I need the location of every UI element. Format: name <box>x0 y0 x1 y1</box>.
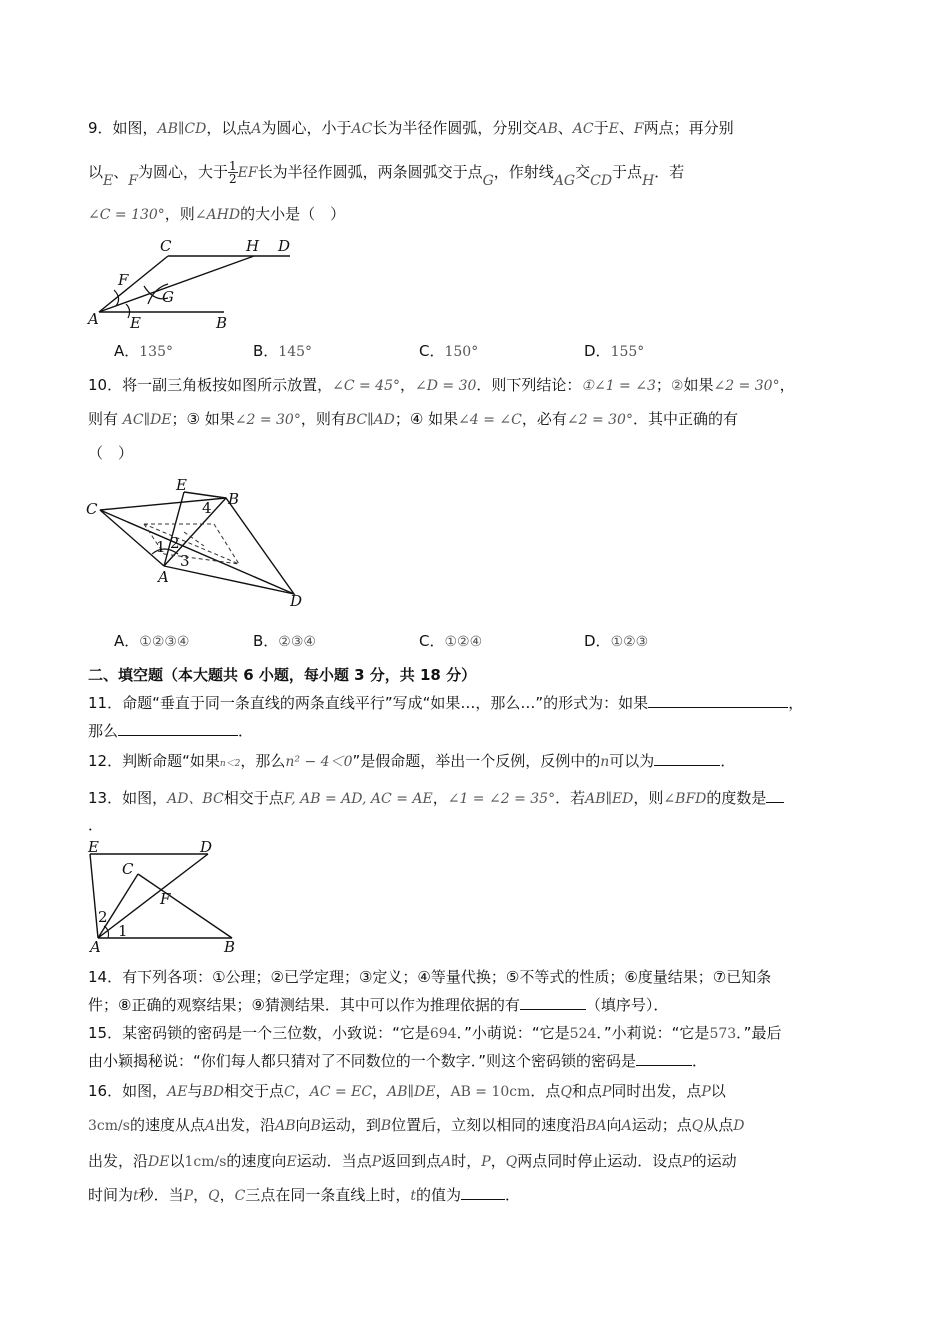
fig10-label-e: E <box>176 476 187 494</box>
fig13-label-d: D <box>200 838 213 856</box>
fig13-label-2: 2 <box>98 908 108 926</box>
q9-line2: 以E、F为圆心，大于 $\frac{1}{2}$ EF长为半径作圆弧，两条圆弧交于点G，作射线AG交CD于点H．若 <box>88 159 685 189</box>
q10-option-b[interactable]: B．②③④ <box>253 632 316 650</box>
q10-line3: （ ） <box>88 444 134 462</box>
fig9-label-e: E <box>130 314 141 332</box>
line-ea <box>90 854 98 938</box>
fig10-label-c: C <box>86 500 98 518</box>
q14-line2: 件；⑧正确的观察结果；⑨猜测结果．其中可以作为推理依据的有 （填序号）． <box>88 996 669 1014</box>
fig13-label-c: C <box>122 860 134 878</box>
q9-figure <box>84 232 298 332</box>
q12-blank[interactable] <box>654 750 720 766</box>
q10-line2: 则有 AC∥DE；③ 如果∠2 = 30°，则有BC∥AD；④ 如果∠4 = ∠C，必有∠2 = 30°．其中正确的有 <box>88 410 738 428</box>
q16-line4: 时间为t秒．当P，Q，C三点在同一条直线上时，t的值为 ． <box>88 1186 521 1204</box>
fig13-label-e: E <box>88 838 99 856</box>
fig9-label-g: G <box>162 288 174 306</box>
fig9-label-c: C <box>160 237 172 255</box>
q11-line1: 11．命题“垂直于同一条直线的两条直线平行”写成“如果…，那么…”的形式为：如果 ， <box>88 694 804 712</box>
q12-line: 12．判断命题“如果n＜2，那么n² − 4＜0”是假命题，举出一个反例，反例中的n可以为 ． <box>88 752 736 770</box>
fig10-label-d: D <box>290 592 303 610</box>
q15-line1: 15．某密码锁的密码是一个三位数，小致说：“它是694．”小萌说：“它是524．”小莉说：“它是573．”最后 <box>88 1024 782 1042</box>
fig10-label-1: 1 <box>156 538 166 556</box>
fig10-label-4: 4 <box>202 499 212 517</box>
q11-blank-1[interactable] <box>648 692 788 708</box>
q14-blank[interactable] <box>520 994 586 1010</box>
q10-option-c[interactable]: C．①②④ <box>419 632 483 650</box>
q14-line1: 14．有下列各项：①公理；②已学定理；③定义；④等量代换；⑤不等式的性质；⑥度量结果；⑦已知条 <box>88 968 772 986</box>
fig9-label-d: D <box>278 237 291 255</box>
q9-line1: 9．如图，AB∥CD，以点A为圆心，小于AC长为半径作圆弧，分别交AB、AC于E、F两点；再分别 <box>88 119 734 137</box>
fig9-label-f: F <box>118 271 129 289</box>
q10-option-d[interactable]: D．①②③ <box>584 632 649 650</box>
fig10-label-a: A <box>158 568 169 586</box>
line-ad <box>164 566 294 594</box>
q10-line1: 10．将一副三角板按如图所示放置，∠C = 45°，∠D = 30．则下列结论：①∠1 = ∠3；②如果∠2 = 30°， <box>88 376 795 394</box>
q11-line2: 那么 ． <box>88 722 254 740</box>
fig10-label-3: 3 <box>180 552 190 570</box>
q13-line1: 13．如图，AD、BC相交于点F, AB = AD, AC = AE，∠1 = ∠2 = 35°．若AB∥ED，则∠BFD的度数是 <box>88 787 868 810</box>
q16-line1: 16．如图，AE与BD相交于点C，AC = EC，AB∥DE，AB = 10cm．点Q和点P同时出发，点P以 <box>88 1082 726 1100</box>
q9-line3: ∠C = 130°，则∠AHD的大小是（ ） <box>88 205 346 223</box>
fig10-label-b: B <box>228 490 240 508</box>
q11-blank-2[interactable] <box>118 720 238 736</box>
line-ad <box>98 854 208 938</box>
q9-option-d[interactable]: D．155° <box>584 342 645 360</box>
q9-option-b[interactable]: B．145° <box>253 342 313 360</box>
q13-line2: ． <box>88 816 104 834</box>
fig13-label-b: B <box>224 938 236 956</box>
section-2-heading: 二、填空题（本大题共 6 小题，每小题 3 分，共 18 分） <box>88 666 477 684</box>
fig13-label-a: A <box>90 938 101 956</box>
line-ac <box>99 256 168 312</box>
fig9-label-h: H <box>246 237 260 255</box>
q9-option-c[interactable]: C．150° <box>419 342 479 360</box>
q13-figure <box>84 838 244 958</box>
q16-blank[interactable] <box>461 1184 505 1200</box>
fraction-half: $\frac{1}{2}$ <box>229 159 237 186</box>
q10-option-a[interactable]: A．①②③④ <box>114 632 190 650</box>
q16-line2: 3cm/s的速度从点A出发，沿AB向B运动，到B位置后，立刻以相同的速度沿BA向A运动；点Q从点D <box>88 1116 745 1134</box>
fig13-label-1: 1 <box>118 922 128 940</box>
q9-option-a[interactable]: A．135° <box>114 342 173 360</box>
line-ca <box>100 510 164 566</box>
q16-line3: 出发，沿DE以1cm/s的速度向E运动．当点P返回到点A时，P，Q两点同时停止运动．设点P的运动 <box>88 1152 737 1170</box>
q15-line2: 由小颖揭秘说：“你们每人都只猜对了不同数位的一个数字．”则这个密码锁的密码是 ． <box>88 1052 708 1070</box>
q13-blank[interactable] <box>766 787 784 803</box>
fig9-label-a: A <box>88 310 99 328</box>
line-cb <box>138 874 232 938</box>
q10-figure <box>84 474 310 614</box>
fig13-label-f: F <box>160 890 171 908</box>
fig10-label-2: 2 <box>170 534 180 552</box>
fig9-label-b: B <box>216 314 228 332</box>
q15-blank[interactable] <box>636 1050 692 1066</box>
line-eb <box>184 492 226 498</box>
